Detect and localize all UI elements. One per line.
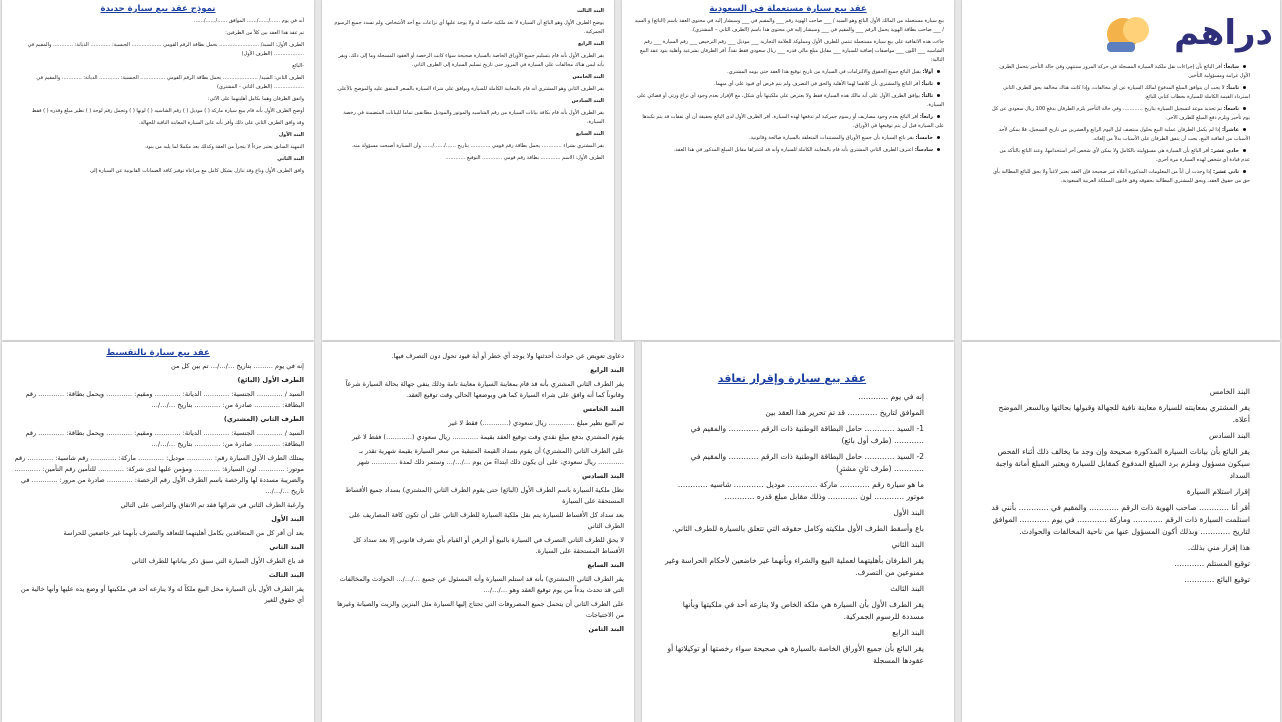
- clause-heading: البند الثالث: [890, 584, 924, 593]
- site-logo: [1101, 2, 1276, 58]
- logo-mark-icon: [1101, 2, 1276, 58]
- paragraph: لا يحق للطرف الثاني التصرف في السيارة بالبيع أو الرهن أو القيام بأي تصرف قانوني إلا بعد سداد كل الأقساط المستحقة على السيارة.: [353, 536, 624, 555]
- clause-heading: البند الثاني: [277, 156, 304, 162]
- clause-heading: الطرف الثاني (المشتري): [223, 415, 304, 423]
- document-page-5: [2, 342, 314, 722]
- document-page-7: [642, 342, 954, 722]
- paragraph: يقر الطرف الثاني وهو المشتري أنه قام بالمعاينة الكاملة للسيارة ويوافق على شراء السيارة بالسعر المتفق عليه والموضح بالأعلى.: [336, 86, 604, 92]
- paragraph: يقر الطرفان بأهليتهما لعملية البيع والشراء وبأنهما غير خاضعين لأحكام الحراسة وغير ممنوعين من التصرف.: [664, 556, 924, 577]
- bullet-icon: [937, 136, 940, 139]
- clause-heading: البند الأول: [893, 508, 924, 517]
- list-item: سابعاً: أقر البائع بأن إجراءات نقل ملكية السيارة المسجلة في حركة المرور ستنتهي وفي حالة التأخير يتحمل الطرف الأول غرامة ومسؤولية التأخير.: [999, 64, 1250, 79]
- clause-heading: البند الرابع: [590, 366, 624, 374]
- paragraph: يقر الطرف الأول بأنه قام بكافة بيانات السيارة من رقم الشاسيه والموتور والموديل مطابقين تماما للبيانات المتضمنة في رخصة السيارة.: [343, 110, 604, 125]
- bullet-icon: [937, 82, 940, 85]
- bullet-icon: [1243, 170, 1246, 173]
- list-item: أولاً: يقبل البائع جميع الحقوق والالتزامات في السيارة من تاريخ توقيع هذا العقد حتى يومه المشتري.: [632, 68, 944, 77]
- clause-heading: البند الخامس: [583, 405, 624, 413]
- page-title: عقد بيع سيارة وإقرار تعاقد: [717, 372, 867, 385]
- signature-line: توقيع المستلم …………: [1174, 559, 1250, 568]
- page-title: عقد بيع سيارة مستعملة في السعودية: [709, 4, 867, 14]
- document-page-2: [322, 0, 614, 340]
- clause-heading: البند السادس: [581, 472, 624, 480]
- clause-heading: البند السادس: [1208, 431, 1250, 440]
- paragraph: تظل ملكية السيارة باسم الطرف الأول (البائع) حتى يقوم الطرف الثاني (المشتري) بسداد جميع الأقساط المستحقة على السيارة: [345, 486, 624, 505]
- document-page-6: [322, 342, 634, 722]
- paragraph: يقوم المشتري بدفع مبلغ نقدي وقت توقيع العقد بقيمة ………… ريال سعودي (…………) فقط لا غير: [351, 433, 624, 441]
- list-item: تاسعاً: تم تحديد موعد لتسجيل السيارة بتاريخ ………… وفي حالة التأخير يلزم الطرفان بدفع 100 ريال سعودي عن كل يوم تأخير ويلزم دفع المبلغ للطرف الآخر.: [992, 106, 1250, 121]
- paragraph: يقر البائع بأن جميع الأوراق الخاصة بالسيارة هي صحيحة سواء رخصتها أو توكيلاتها أو عقودها المسجلة: [667, 644, 924, 665]
- paragraph: يقر الطرف الأول بأن السيارة هي ملكه الخاص ولا ينازعه أحد في ملكيتها وبأنها مسددة للرسوم الجمركية.: [682, 600, 924, 621]
- paragraph: 2- السيد ………… حامل البطاقة الوطنية ذات الرقم ………… والمقيم في ………… (طرف ثانٍ مشترٍ): [690, 452, 924, 473]
- bullet-icon: [1243, 149, 1246, 152]
- paragraph: على الطرف الثاني (المشتري) أن يقوم بسداد القيمة المتبقية من سعر السيارة بقيمة شهرية تقدر بـ ………… ريال سعودي، على أن يكون ذلك ابتداءً من يوم …/…/… وستمر ذلك لمدة ………… شهر: [357, 447, 624, 466]
- paragraph: -البائع: [292, 63, 304, 69]
- list-item: ثالثاً: يوافق الطرف الأول على أنه مالك هذه السيارة فقط ولا يعترض على ملكيتها بأي شكل، مع الإقرار بعدم وجود أي نزاع ورثي أو قضائي على السيارة.: [637, 93, 944, 108]
- paragraph: جاءت هذه الاتفاقية على بيع سيارة مستعملة تنتمي للطرف الأول ومملوكة للعلامة التجارية ___ موديل ___ رقم الترخيص ___ رقم السيارة ___ رقم الشاسيه ___ اللون ___ مواصفات إضافية للسيارة ___ مقابل مبلغ مالي قدره ___ ريال سعودي فقط نقداً. أقر الطرفان بشرعية وأهلية بنود عقد البيع التالية:: [640, 39, 944, 63]
- paragraph: إنه في يوم …………: [858, 392, 924, 401]
- bullet-icon: [937, 70, 940, 73]
- list-item: ثانياً: أقر البائع والمشتري بأن كلاهما لهما الأهلية والحق في التصرف ولم يتم فرض أي قيود على أي منهما.: [632, 80, 944, 89]
- bullet-icon: [1243, 86, 1246, 89]
- paragraph: باع وأسقط الطرف الأول ملكيته وكامل حقوقه التي تتعلق بالسيارة للطرف الثاني.: [672, 524, 924, 533]
- logo-text: دراهم: [1174, 13, 1273, 53]
- paragraph: يمتلك الطرف الأول السيارة رقم: ………… موديل: ………… ماركة: ………… رقم شاسية: ………… رقم موتور: ………… لون السيارة: ………… ومؤمن عليها لدى شركة: ………… للتأمين رقم التأمين: ………… والضريبة مسددة لها والرخصة باسم الطرف الأول رقم الرخصة: ………… صادرة من مرور: ………… في تاريخ …/…/…: [14, 454, 304, 495]
- paragraph: أوضح الطرف الأول بأنه قام ببيع سيارة ماركة ( ) موديل ( ) رقم الشاسيه ( ) لونها ( ) وتحمل رقم لوحة ( ) نظير مبلغ وقدره ( ) فقط: [31, 108, 304, 114]
- list-item: ثامناً: لا يجب أن يتوافق المبلغ المدفوع لمالك السيارة عن أي مخالفات، وإذا كانت هناك مخالفة يحق للطرف الثاني استرداد القيمة الكاملة للسيارة بخطاب كتابي للبائع.: [1003, 85, 1250, 100]
- document-page-8: [962, 342, 1280, 722]
- paragraph: على الطرف الثاني أن يتحمل جميع المصروفات التي تحتاج إليها السيارة مثل البنزين والزيت والصيانة وغيرها من الاحتياجات: [337, 600, 624, 619]
- paragraph: 1- السيد ………… حامل البطاقة الوطنية ذات الرقم ………… والمقيم في ………… (طرف أول بائع): [690, 424, 924, 445]
- signature-line: توقيع البائع …………: [1184, 575, 1250, 584]
- paragraph: تم البيع نظير مبلغ ………… ريال سعودي (…………) فقط لا غير: [448, 419, 624, 427]
- paragraph: الموافق لتاريخ ………… قد تم تحرير هذا العقد بين: [765, 408, 924, 417]
- paragraph: يقر المشتري بشراء ………… يحمل بطاقة رقم قومي ………… بتاريخ ……/……/…… وأن السيارة أصبحت مسؤولة منه.: [351, 143, 604, 149]
- paragraph: يوضح الطرف الأول وهو البائع أن السيارة لا تعد ملكية خاصة له ولا يوجد عليها أي نزاعات مع أحد الأشخاص، ولم تسدد جميع الرسوم الجمركية.: [334, 20, 604, 35]
- list-item: رابعاً: أقر البائع بعدم وجود مصاريف أو رسوم جمركية لم تدفعها لهذه السيارة. أقر الطرف الأول لدى البائع بحقيقة أن أي نفقات قد يتم تكبدها على السيارة قبل أن يتم توقيعها في الأوراق.: [642, 114, 944, 129]
- paragraph: يقر الطرف الثاني المشتري بأنه قد قام بمعاينة السيارة معاينة تامة وذلك ينفي جهالة بحالة السيارة شرعاً وقانوناً كما أنه وافق على شراء السيارة كما هي وبوضعها الحالي وقت توقيع العقد.: [345, 380, 624, 399]
- paragraph: بيع سيارة مستعملة من المالك الأول البائع وهو السيد / ___ صاحب الهوية رقم ___ والمقيم في ___ وسيشار إليه في محتوى العقد باسم (البائع) و السيد / ___ صاحب بطاقة الهوية يحمل الرقم ___ والمقيم في ___ وسيشار إليه في محتوى هذا باسم (الطرف الثاني – المشتري).: [634, 18, 944, 33]
- document-page-1: [2, 0, 314, 340]
- paragraph: إنه في يوم ……… بتاريخ …/…/… تم بين كل من: [171, 362, 304, 370]
- clause-heading: البند الثالث: [268, 571, 304, 579]
- bullet-icon: [1243, 65, 1246, 68]
- clause-heading: البند الرابع: [577, 41, 604, 47]
- paragraph: هذا إقرار مني بذلك.: [1187, 543, 1250, 552]
- clause-heading: البند الخامس: [1209, 387, 1250, 396]
- paragraph: يقر المشتري بمعاينته للسيارة معاينة نافية للجهالة وقبولها بحالتها وبالسعر الموضح أعلاه.: [998, 403, 1250, 424]
- paragraph: بعد أن أقر كل من المتعاقدين بكامل أهليتهما للتعاقد والتصرف بأنهما غير خاضعين للحراسة: [63, 529, 304, 537]
- page-title: نموذج عقد بيع سيارة جديدة: [100, 4, 216, 14]
- bullet-icon: [937, 148, 940, 151]
- paragraph: قد باع الطرف الأول السيارة التي سبق ذكر بياناتها للطرف الثاني: [131, 557, 304, 565]
- clause-heading: البند السابع: [587, 561, 624, 569]
- clause-heading: إقرار استلام السيارة: [1186, 487, 1250, 496]
- bullet-icon: [1243, 107, 1246, 110]
- paragraph: السيد / ………… الجنسية: ………… الديانة: ………… ومقيم: ………… ويحمل بطاقة: ………… رقم البطاقة: ………… صادرة من: ………… بتاريخ …/…/…: [25, 390, 304, 409]
- clause-heading: البند الثاني: [269, 543, 304, 551]
- paragraph: السيد / ………… الجنسية: ………… الديانة: ………… ومقيم: ………… ويحمل بطاقة: ………… رقم البطاقة: ………… صادرة من: ………… بتاريخ …/…/…: [25, 429, 304, 448]
- paragraph: وافق الطرف الأول وباع وقد تنازل بشكل كامل مع مراعاة توفير كافة الضمانات القانونية عن السيارة إلى: [89, 168, 304, 174]
- document-page-3: [622, 0, 954, 340]
- clause-heading: البند الأول: [278, 132, 304, 138]
- paragraph: يقر الطرف الثاني (المشتري) بأنه قد استلم السيارة وأنه المسئول عن جميع …/…/… الحوادث والمخالفات التي قد تحدث بدءاً من يوم توقيع العقد وهو …/…/…: [339, 575, 624, 594]
- clause-heading: البند الثالث: [577, 8, 604, 14]
- clause-heading: البند السادس: [571, 98, 604, 104]
- bullet-icon: [937, 94, 940, 97]
- list-item: سادساً: اعترف الطرف الثاني المشتري بأنه قام بالمعاينة الكاملة للسيارة وأنه قد اشتراها مقابل المبلغ المذكور في هذا العقد.: [632, 146, 944, 155]
- paragraph: بعد سداد كل الأقساط للسيارة يتم نقل ملكية السيارة للطرف الثاني على أن تكون كافة المصاريف على الطرف الثاني: [349, 511, 624, 530]
- paragraph: وارغبة الطرف الثاني في شرائها فقد تم الاتفاق والتراضي على التالي: [120, 501, 304, 509]
- bullet-icon: [937, 115, 940, 118]
- paragraph: وقد وافق الطرف الثاني على ذلك وأقر بأنه عاين السيارة المعاينة النافية للجهالة.: [138, 120, 304, 126]
- bullet-icon: [1243, 128, 1246, 131]
- paragraph: يقر البائع بأن بيانات السيارة المذكورة صحيحة وإن وجد ما يخالف ذلك أثناء الفحص سيكون مسؤول وملزم برد المبلغ المدفوع كمقابل للسيارة ويعتبر المبلغ أمانة واجبة السداد: [995, 447, 1250, 480]
- clause-heading: البند الثامن: [588, 625, 624, 633]
- page-title: عقد بيع سيارة بالتقسيط: [106, 348, 210, 358]
- list-item: عاشراً: إذا لم يكمل الطرفان عملية البيع بحلول منتصف ليل اليوم الرابع والعشرين من تاريخ التسجيل، فلا يمكن لأحد الأسباب من اتفاقية البيع، يجب أن يتفق الطرفان على الأسباب بدلاً من إلغائه.: [998, 127, 1250, 142]
- paragraph: يقر الطرف الأول بأنه قام بتسليم جميع الأوراق الخاصة بالسيارة صحيحة سواء كانت الرخصة أو العقود المسجلة وما إلى ذلك، ويقر بأنه ليس هناك مخالفات على السيارة في المرور حتى تاريخ تسليم السيارة إلى الطرف الثاني.: [338, 53, 604, 68]
- clause-heading: البند الرابع: [892, 628, 924, 637]
- clause-heading: البند الخامس: [572, 74, 604, 80]
- paragraph: الطرف الأول: السيد/ …………………… يحمل بطاقة الرقم القومي ……………… الجنسية: ………… الديانة: ………… والمقيم في ……………… (الطرف الأول): [27, 42, 304, 57]
- clause-heading: البند السابع: [575, 131, 604, 137]
- paragraph: الطرف الأول: الاسم ………… بطاقة رقم قومي ………… التوقيع …………: [445, 155, 604, 161]
- paragraph: الطرف الثاني: السيد/ ………………… يحمل بطاقة الرقم القومي …………… الجنسية: ………… الديانة: ………… والمقيم في ……………… (الطرف الثاني - المشتري): [36, 75, 304, 90]
- clause-heading: البند الثاني: [891, 540, 924, 549]
- paragraph: تم عقد هذا العقد بين كلاً من الطرفين:: [225, 30, 304, 36]
- clause-heading: الطرف الأول (البائع): [237, 376, 304, 384]
- list-item: ثاني عشر: إذا وجدت أن أياً من المعلومات المذكورة أعلاه غير صحيحة فإن العقد يعتبر لاغياً ولا يحق للبائع المطالبة بأي حق من حقوق العقد، ويحق للمشتري المطالبة بحقوقه وفق قانون المملكة العربية السعودية.: [993, 169, 1250, 184]
- paragraph: يقر الطرف الأول بأن السيارة محل البيع ملكاً له ولا ينازعه أحد في ملكيتها أو وضع يده عليها وأنها خالية من أي حقوق للغير: [20, 585, 304, 604]
- list-item: خامساً: يقر بائع السيارة بأن جميع الأوراق والمستندات المتعلقة بالسيارة صالحة وقانونية.: [632, 134, 944, 143]
- list-item: حادي عشر: أقر البائع بأن السيارة هي مسؤوليته بالكامل ولا يمكن لأي شخص آخر استخدامها، وعند البائع بالتأكد من عدم قيادة أي شخص لهذه السيارة مرة أخرى.: [999, 148, 1250, 163]
- paragraph: ما هو سيارة رقم ………… ماركة ………… موديل ………… شاسيه ………… موتور ………… لون ………… وذلك مقابل مبلغ قدره …………: [677, 480, 924, 501]
- paragraph: أقر أنا ………… صاحب الهوية ذات الرقم ………… والمقيم في ………… بأنني قد استلمت السيارة ذات الرقم ………… وماركة ………… في يوم ………… الموافق لتاريخ ………… وبذلك أكون المسؤول عنها من ناحية المخالفات والحوادث.: [991, 503, 1250, 536]
- paragraph: أنه في يوم ……/……/…… الموافق ……/……/……: [193, 18, 304, 24]
- clause-heading: البند الأول: [271, 515, 304, 523]
- paragraph: واتفق الطرفان وهما بكامل أهليتهما على الآتي:: [207, 96, 304, 102]
- paragraph: دعاوى تعويض عن حوادث أحدثتها ولا يوجد أي خطر أو أية قيود تحول دون التصرف فيها.: [391, 352, 624, 360]
- paragraph: التمهيد السابق يعتبر جزءاً لا يتجزأ من العقد وكذلك يعد مكملا لما يليه من بنود.: [144, 144, 304, 150]
